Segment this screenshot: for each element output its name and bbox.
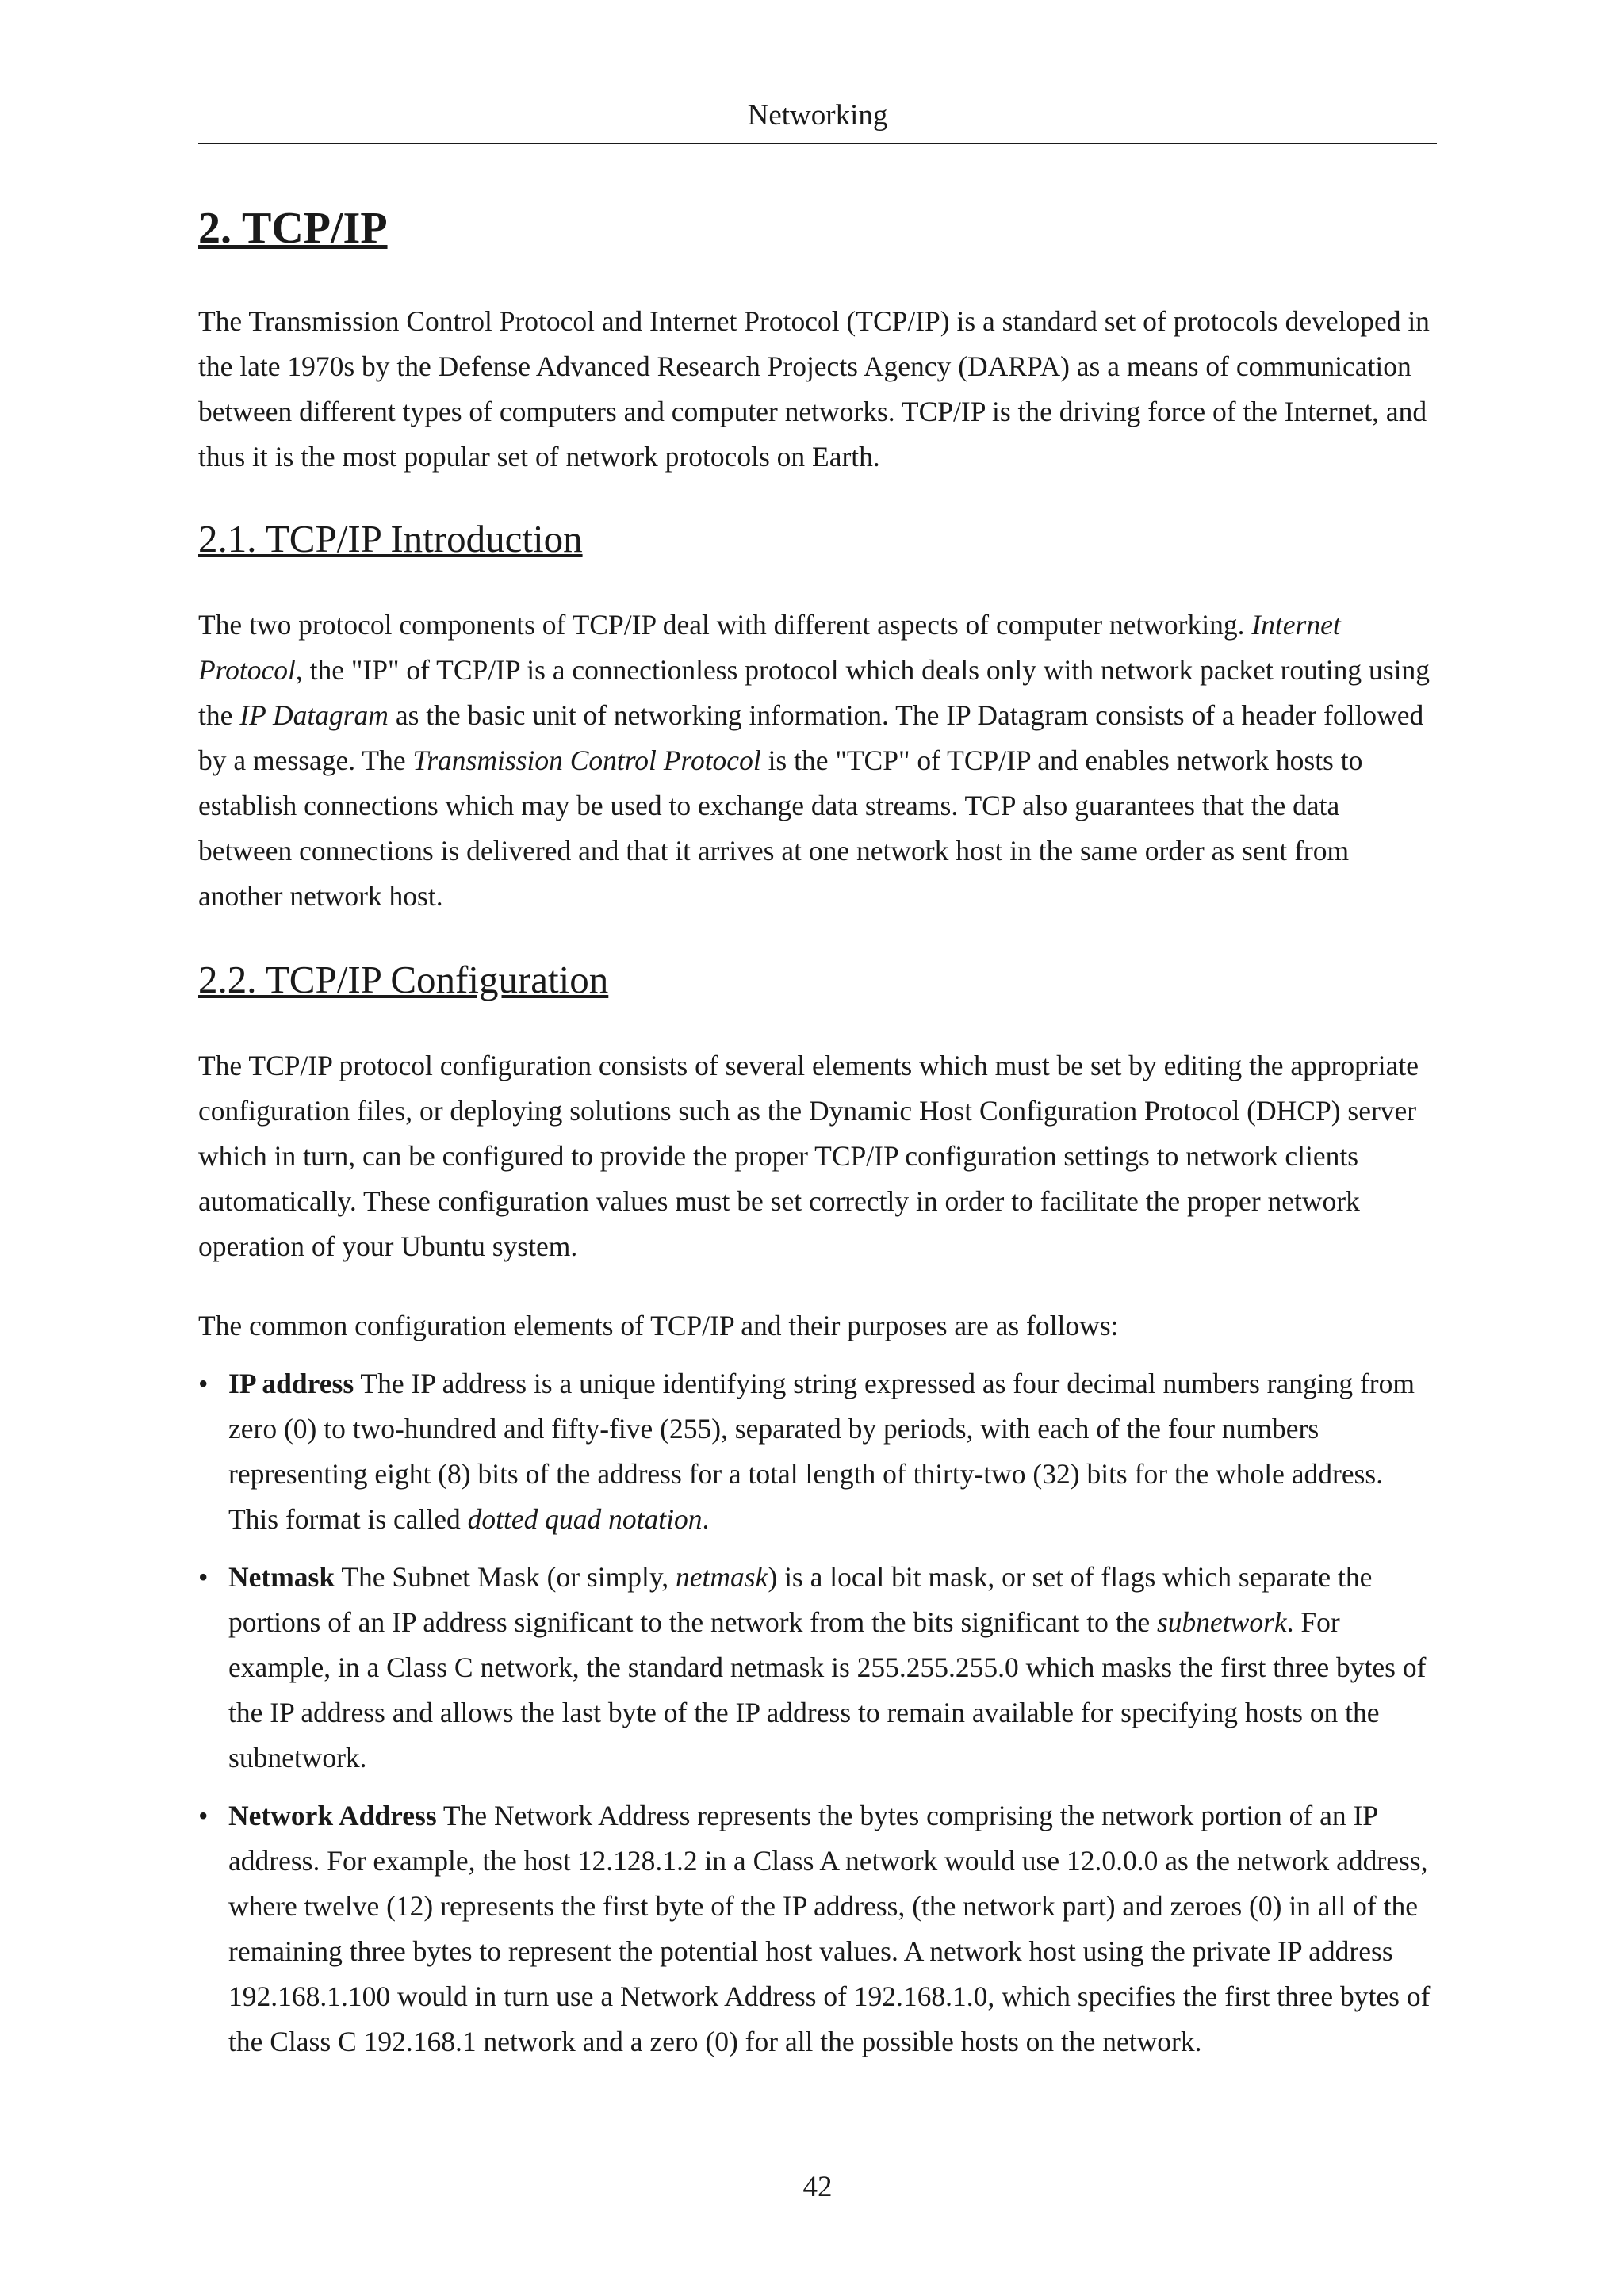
list-item-ip-address	[198, 1361, 1437, 1542]
term-netmask: Netmask	[228, 1561, 335, 1593]
text-run: The IP address is a unique identifying string expressed as four decimal numbers ranging from zero (0) to two-hundred and fifty-five (255), separated by periods, with each of the four numbers representing eight (8) bits of the address for a total length of thirty-two (32) bits for the whole address. This format is called	[228, 1368, 1415, 1535]
section-2-2-paragraph-1: The TCP/IP protocol configuration consists of several elements which must be set by editing the appropriate configuration files, or deploying solutions such as the Dynamic Host Configuration Protocol (DHCP) server which in turn, can be configured to provide the proper TCP/IP configuration settings to network clients automatically. These configuration values must be set correctly in order to facilitate the proper network operation of your Ubuntu system.	[198, 1050, 1419, 1262]
text-run: as the basic unit of networking information. The IP Datagram consists of a header followed by a message. The	[198, 699, 1424, 776]
emphasis-netmask: netmask	[676, 1561, 768, 1593]
list-item-netmask	[198, 1555, 1437, 1781]
bullet-icon: •	[198, 1561, 209, 1593]
emphasis-dotted-quad-notation: dotted quad notation	[467, 1503, 703, 1535]
section-2-2-title: 2.2. TCP/IP Configuration	[198, 958, 609, 1001]
emphasis-subnetwork: subnetwork	[1156, 1606, 1287, 1638]
section-2-1-paragraph	[198, 603, 1437, 919]
emphasis-internet-protocol: Internet Protocol	[198, 609, 1341, 686]
emphasis-ip-datagram: IP Datagram	[239, 699, 389, 731]
list-item-network-address	[198, 1793, 1437, 2064]
text-run: ) is a local bit mask, or set of flags which separate the portions of an IP address significant to the network from the bits significant to the	[228, 1561, 1373, 1638]
header-rule	[198, 143, 1437, 144]
bullet-icon: •	[198, 1368, 209, 1399]
text-run: . For example, in a Class C network, the standard netmask is 255.255.255.0 which masks the first three bytes of the IP address and allows the last byte of the IP address to remain available for specifying hosts on the subnetwork.	[228, 1606, 1427, 1774]
text-run: , the "IP" of TCP/IP is a connectionless protocol which deals only with network packet routing using the	[198, 654, 1430, 731]
section-2-1-title: 2.1. TCP/IP Introduction	[198, 517, 583, 561]
page-number: 42	[802, 2171, 833, 2203]
emphasis-transmission-control-protocol: Transmission Control Protocol	[412, 744, 761, 776]
bullet-icon: •	[198, 1800, 209, 1831]
term-ip-address: IP address	[228, 1368, 354, 1399]
text-run: .	[702, 1503, 710, 1535]
config-elements-list	[198, 1361, 1437, 2077]
section-2-2-paragraph-2: The common configuration elements of TCP/IP and their purposes are as follows:	[198, 1310, 1119, 1341]
intro-paragraph: The Transmission Control Protocol and Internet Protocol (TCP/IP) is a standard set of protocols developed in the late 1970s by the Defense Advanced Research Projects Agency (DARPA) as a means of communication between different types of computers and computer networks. TCP/IP is the driving force of the Internet, and thus it is the most popular set of network protocols on Earth.	[198, 305, 1430, 473]
text-run: The two protocol components of TCP/IP deal with different aspects of computer networking.	[198, 609, 1252, 641]
chapter-title: 2. TCP/IP	[198, 204, 388, 253]
text-run: is the "TCP" of TCP/IP and enables network hosts to establish connections which may be used to exchange data streams. TCP also guarantees that the data between connections is delivered and that it arrives at one network host in the same order as sent from another network host.	[198, 744, 1363, 912]
term-network-address: Network Address	[228, 1800, 437, 1831]
running-header: Networking	[747, 99, 888, 132]
text-run: The Subnet Mask (or simply,	[335, 1561, 676, 1593]
text-run: The Network Address represents the bytes comprising the network portion of an IP address. For example, the host 12.128.1.2 in a Class A network would use 12.0.0.0 as the network address, where twelve (12) represents the first byte of the IP address, (the network part) and zeroes (0) in all of the remaining three bytes to represent the potential host values. A network host using the private IP address 192.168.1.100 would in turn use a Network Address of 192.168.1.0, which specifies the first three bytes of the Class C 192.168.1 network and a zero (0) for all the possible hosts on the network.	[228, 1800, 1431, 2057]
